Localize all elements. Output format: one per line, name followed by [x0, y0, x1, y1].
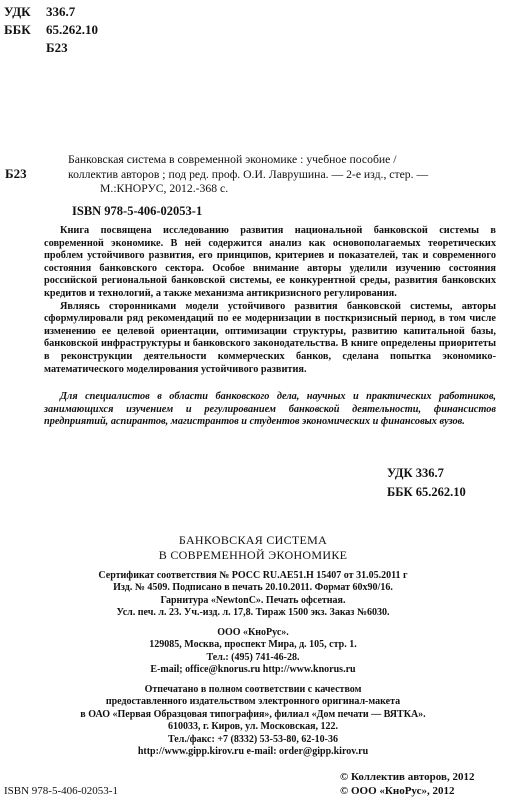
classification-repeat: [387, 464, 466, 502]
publisher-line: 129085, Москва, проспект Мира, д. 105, стр. 1.: [149, 639, 357, 651]
printer-line: 610033, г. Киров, ул. Московская, 122.: [167, 721, 339, 733]
publisher-line: Тел.: (495) 741-46-28.: [206, 651, 300, 663]
annotation: [44, 225, 496, 376]
printer-line: в ОАО «Первая Образцовая типография», филиал «Дом печати — ВЯТКА».: [80, 708, 426, 720]
annotation-paragraph: Книга посвящена исследованию развития национальной банковской системы в современной экономике. В ней содержится анализ как основополагаемых теоретических проблем устойчивого развития, его принципов, критериев и показателей, так и современного состояния банковского сектора. Особое внимание авторы уделили изучению состояния российской региональной банковской системы, ее конкурентной среды, развития банковских кредитов и технологий, а также механизма антикризисного регулирования.: [44, 225, 496, 299]
imprint-title-line: В СОВРЕМЕННОЙ ЭКОНОМИКЕ: [158, 548, 348, 562]
copyright-line: © ООО «КноРус», 2012: [340, 785, 455, 797]
bbk-value: 65.262.10: [46, 22, 98, 37]
udk-label: УДК: [4, 4, 31, 19]
printer-line: Тел./факс: +7 (8332) 53-53-80, 62-10-36: [168, 733, 338, 745]
bibliographic-record: [68, 153, 428, 197]
printer-line: http://www.gipp.kirov.ru e-mail: order@gipp.kirov.ru: [137, 746, 369, 758]
imprint-line: Изд. № 4509. Подписано в печать 20.10.2011. Формат 60х90/16.: [113, 582, 393, 594]
audience-note: [44, 391, 496, 429]
imprint-line: Гарнитура «NewtonC». Печать офсетная.: [160, 594, 346, 606]
isbn-main: ISBN 978-5-406-02053-1: [72, 204, 203, 218]
annotation-paragraph: Являясь сторонниками модели устойчивого развития банковской системы, авторы сформулировали ряд рекомендаций по ее модернизации в посткризисный период, в том числе изменению ее целевой ориентации, оптимизации структуры, развитию капитальной базы, банковской инфраструктуры и банковского законодательства. В книге определены приоритеты в реконструкции деятельности коммерческих банков, сделана попытка экономико-математического моделирования устойчивого развития.: [44, 300, 496, 375]
copyright-line: © Коллектив авторов, 2012: [340, 771, 475, 783]
udk-repeat: УДК 336.7: [387, 466, 444, 480]
imprint-details: [0, 570, 506, 620]
publisher-info: [0, 627, 506, 677]
publisher-line: E-mail; office@knorus.ru http://www.knorus.ru: [150, 664, 356, 676]
udk-value: 336.7: [46, 4, 76, 19]
imprint-line: Сертификат соответствия № РОСС RU.AE51.H 15407 от 31.05.2011 г: [98, 570, 408, 581]
classification-block: [4, 3, 98, 57]
copyright-block: [340, 770, 474, 798]
bib-author-mark: Б23: [5, 166, 27, 181]
imprint-title-line: БАНКОВСКАЯ СИСТЕМА: [178, 533, 328, 547]
bbk-label: ББК: [4, 22, 31, 37]
printer-line: предоставленного издательством электронного оригинал-макета: [105, 696, 401, 708]
bbk-repeat: ББК 65.262.10: [387, 485, 466, 499]
printer-line: Отпечатано в полном соответствии с качеством: [144, 684, 362, 695]
footer-isbn: ISBN 978-5-406-02053-1: [4, 785, 118, 797]
imprint-title: [0, 533, 506, 563]
bib-line: М.:КНОРУС, 2012.-368 с.: [100, 182, 229, 195]
imprint-line: Усл. печ. л. 23. Уч.-изд. л. 17,8. Тираж 1500 экз. Заказ №6030.: [116, 607, 390, 619]
printer-info: [0, 684, 506, 758]
bib-line: коллектив авторов ; под ред. проф. О.И. Лаврушина. — 2-е изд., стер. —: [68, 167, 429, 181]
author-mark: Б23: [46, 40, 68, 55]
publisher-line: ООО «КноРус».: [217, 627, 289, 638]
bib-line: Банковская система в современной экономике : учебное пособие /: [68, 153, 397, 166]
audience-text: Для специалистов в области банковского дела, научных и практических работников, занимающихся изучением и регулированием банковской деятельности, финансистов предприятий, аспирантов, магистрантов и студентов экономических и финансовых вузов.: [44, 391, 496, 428]
